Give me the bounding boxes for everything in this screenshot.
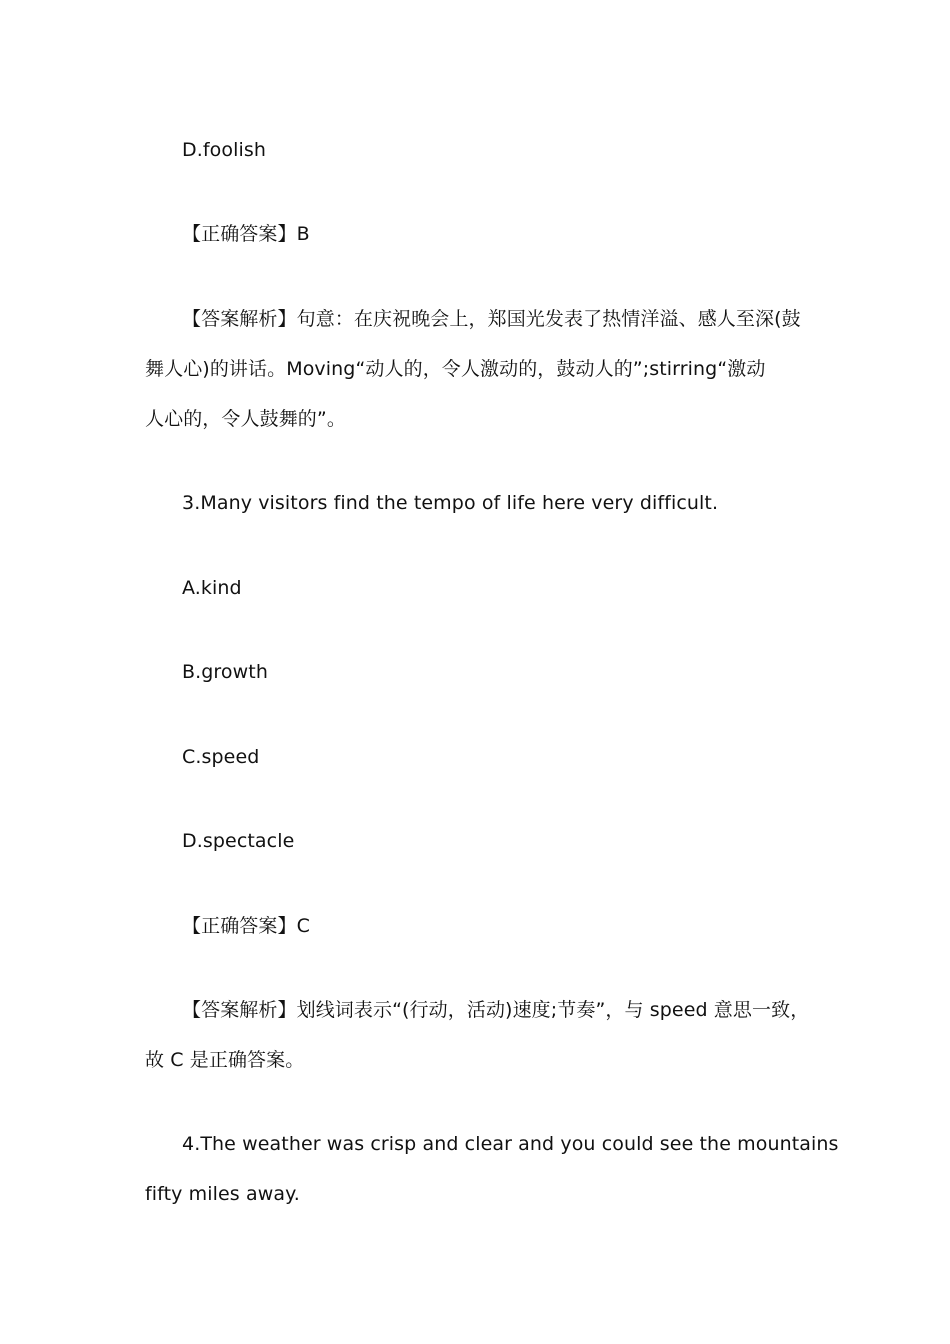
- q2-explanation-line-1: 【答案解析】句意：在庆祝晚会上，郑国光发表了热情洋溢、感人至深(鼓: [182, 308, 801, 330]
- q2-option-d: D.foolish: [182, 139, 267, 161]
- q3-explanation-line-2: 故 C 是正确答案。: [145, 1049, 305, 1071]
- q2-answer: 【正确答案】B: [182, 223, 310, 245]
- q3-option-d: D.spectacle: [182, 830, 295, 852]
- q3-option-b: B.growth: [182, 661, 268, 683]
- q4-question-line-1: 4.The weather was crisp and clear and you could see the mountains: [182, 1133, 839, 1155]
- q3-explanation-line-1: 【答案解析】划线词表示“(行动，活动)速度;节奏”，与 speed 意思一致，: [182, 999, 810, 1021]
- q2-explanation-line-2: 舞人心)的讲话。Moving“动人的，令人激动的，鼓动人的”;stirring“激动: [145, 358, 766, 380]
- q3-question: 3.Many visitors find the tempo of life here very difficult.: [182, 492, 719, 514]
- q3-option-c: C.speed: [182, 746, 260, 768]
- q3-answer: 【正确答案】C: [182, 915, 310, 937]
- q3-option-a: A.kind: [182, 577, 242, 599]
- q2-explanation-line-3: 人心的，令人鼓舞的”。: [145, 408, 346, 430]
- q4-question-line-2: fifty miles away.: [145, 1183, 300, 1205]
